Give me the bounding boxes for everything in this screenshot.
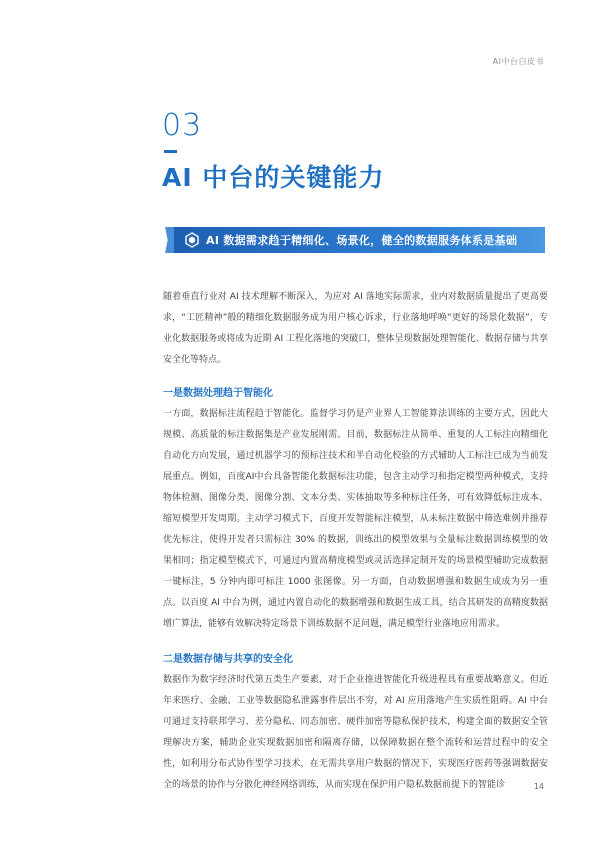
banner-notch [165, 227, 174, 253]
chapter-divider [164, 150, 177, 153]
chapter-number: 03 [162, 108, 203, 143]
banner-text: AI 数据需求趋于精细化、场景化，健全的数据服务体系是基础 [206, 234, 518, 247]
hexagon-cube-icon [184, 232, 200, 248]
section2-title: 二是数据存储与共享的安全化 [163, 654, 293, 665]
chapter-title: AI 中台的关键能力 [162, 163, 385, 192]
section-banner [174, 227, 545, 253]
intro-paragraph: 随着垂直行业对 AI 技术理解不断深入，为应对 AI 落地实际需求，业内对数据质量提出了更高要求，“工匠精神”般的精细化数据服务成为用户核心诉求，行业落地呼唤“更好的场景化数据”，专业化数据服务或将成为近期 AI 工程化落地的突破口，整体呈现数据处理智能化、数据存储与共享安全化等特点。 [163, 292, 548, 365]
main-content [163, 287, 548, 796]
section2-body: 数据作为数字经济时代第五类生产要素，对于企业推进智能化升级进程具有重要战略意义。但近年来医疗、金融、工业等数据隐私泄露事件层出不穷，对 AI 应用落地产生实质性阻碍。AI 中台可通过支持联邦学习、差分隐私、同态加密、硬件加密等隐私保护技术，构建全面的数据安全管理解决方案，辅助企业实现数据加密和隔离存储，以保障数据在整个流转和运营过程中的安全性，如利用分布式协作型学习技术，在无需共享用户数据的情况下，实现医疗医药等强调数据安全的场景的协作与分散化神经网络训练，从而实现在保护用户隐私数据前提下的智能诊 [163, 675, 548, 790]
section1-title: 一是数据处理趋于智能化 [163, 388, 273, 399]
page-number: 14 [533, 782, 544, 791]
header-label: AI中台白皮书 [492, 57, 544, 66]
section1-body: 一方面，数据标注流程趋于智能化。监督学习仍是产业界人工智能算法训练的主要方式，因此大规模、高质量的标注数据集是产业发展刚需。目前，数据标注从简单、重复的人工标注向精细化自动化方向发展，通过机器学习的预标注技术和半自动化校验的方式辅助人工标注已成为当前发展重点。例如，百度AI中台具备智能化数据标注功能，包含主动学习和指定模型两种模式，支持物体检测、图像分类、图像分割、文本分类、实体抽取等多种标注任务，可有效降低标注成本、缩短模型开发周期。主动学习模式下，百度开发智能标注模型，从未标注数据中筛选难例并推荐优先标注，使得开发者只需标注 30% 的数据，训练出的模型效果与全量标注数据训练模型的效果相同；指定模型模式下，可通过内置高精度模型或灵活选择定制开发的场景模型辅助完成数据一键标注，5 分钟内即可标注 1000 张图像。另一方面，自动数据增强和数据生成成为另一重点。以百度 AI 中台为例，通过内置自动化的数据增强和数据生成工具，结合其研发的高精度数据增广算法，能够有效解决特定场景下训练数据不足问题，满足模型行业落地应用需求。 [163, 409, 548, 629]
